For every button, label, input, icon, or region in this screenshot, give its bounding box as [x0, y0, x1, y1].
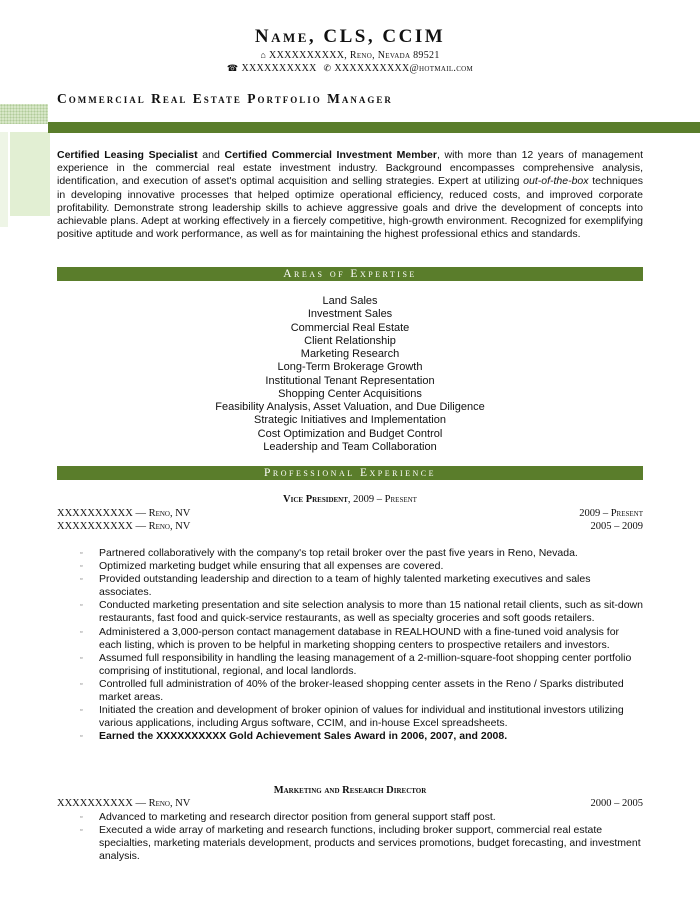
- bullet-marker-icon: ▫: [80, 576, 83, 584]
- list-item: ▫ Advanced to marketing and research director position from general support staff post.: [80, 811, 496, 823]
- summary-credential-2: Certified Commercial Investment Member: [224, 149, 437, 161]
- bullet-marker-icon: ▫: [80, 550, 83, 557]
- employer-name: XXXXXXXXXX — Reno, NV: [57, 521, 191, 532]
- expertise-item: Cost Optimization and Budget Control: [257, 427, 443, 440]
- employer-row: [57, 521, 643, 534]
- expertise-item: Leadership and Team Collaboration: [263, 440, 437, 453]
- list-item: ▫ Initiated the creation and development of broker opinion of values for individual and institutional investors utilizing various applications, including Argus software, CCIM, and in-house Excel spreadsheets.: [80, 704, 624, 730]
- employment-period: 2005 – 2009: [590, 521, 643, 532]
- list-item: ▫ Provided outstanding leadership and direction to a team of highly talented marketing executives and sales associates.: [80, 573, 591, 599]
- phone-text: XXXXXXXXXX: [241, 63, 317, 74]
- email-text[interactable]: XXXXXXXXXX@hotmail.com: [334, 63, 474, 74]
- expertise-item: Land Sales: [322, 295, 378, 307]
- summary-credential-1: Certified Leasing Specialist: [57, 149, 198, 161]
- list-item: ▫ Controlled full administration of 40% of the broker-leased shopping center assets in the Reno / Sparks distributed market areas.: [80, 677, 624, 704]
- bullet-marker-icon: ▫: [80, 680, 83, 688]
- job-title-1-name: Vice President: [283, 494, 348, 505]
- decorative-block-lower: [10, 132, 50, 216]
- address-text: XXXXXXXXXX, Reno, Nevada 89521: [269, 50, 440, 61]
- employer-name: XXXXXXXXXX — Reno, NV: [57, 798, 191, 809]
- expertise-item: Client Relationship: [304, 334, 396, 347]
- bullet-marker-icon: ▫: [80, 733, 83, 741]
- address-line: [0, 50, 700, 61]
- list-item: ▫ Executed a wide array of marketing and research functions, including broker support, commercial real estate specialties, marketing materials development, products and services promotions, budget forecasting, and investment analysis.: [80, 824, 641, 863]
- mobile-icon: ✆: [323, 63, 332, 73]
- job-title-2-name: Marketing and Research Director: [273, 785, 427, 796]
- role-title: Commercial Real Estate Portfolio Manager: [57, 91, 393, 106]
- bullet-marker-icon: ▫: [80, 814, 83, 821]
- list-item: ▫ Conducted marketing presentation and site selection analysis to more than 15 national retail clients, such as sit-down restaurants, fast food and quick-service restaurants, as well as specialty groceries and soft goods retailers.: [80, 599, 643, 625]
- resume-name: Name, CLS, CCIM: [254, 26, 446, 47]
- employer-name: XXXXXXXXXX — Reno, NV: [57, 508, 191, 519]
- summary-text-2: techniques in developing innovative processes that helped optimize operational efficiency, reduced costs, and improved corporate profitability. Demonstrate strong leadership skills to achieve aggressive goals and drive the development of concepts into achievable plans. Adept at working effectively in a fiercely competitive, high-growth environment. Recognized for exemplifying positive aptitude and work performance, as well as for maintaining the highest professional ethics and standards.: [57, 175, 643, 241]
- bullet-marker-icon: ▫: [80, 827, 83, 835]
- bullet-marker-icon: ▫: [80, 707, 83, 715]
- list-item: ▫ Partnered collaboratively with the company's top retail broker over the past five years in Reno, Nevada.: [80, 547, 578, 559]
- expertise-item: Investment Sales: [307, 308, 393, 321]
- job-title-2: [0, 785, 700, 796]
- decorative-dot-pattern: [0, 104, 48, 124]
- expertise-item: Long-Term Brokerage Growth: [277, 361, 423, 374]
- list-item: ▫ Administered a 3,000-person contact management database in REALHOUND with a fine-tuned void analysis for each listing, which is proven to be helpful in marketing shopping centers to prospective retailers and investors.: [80, 625, 620, 651]
- expertise-heading: Areas of Expertise: [57, 267, 643, 281]
- employment-period: 2009 – Present: [579, 508, 643, 519]
- expertise-list: [0, 295, 700, 454]
- bullet-marker-icon: ▫: [80, 654, 83, 662]
- expertise-item: Marketing Research: [300, 348, 400, 360]
- bullet-marker-icon: ▫: [80, 628, 83, 636]
- expertise-item: Institutional Tenant Representation: [265, 374, 435, 387]
- job-title-1-dates: , 2009 – Present: [347, 494, 417, 505]
- bullet-marker-icon: ▫: [80, 602, 83, 610]
- summary-text-1: , with more than 12 years of management experience in the commercial real estate investment industry. Background encompasses comprehensive analysis, identification, and execution of asset's optimal acquisition and selling strategies. Expert at utilizing: [57, 149, 643, 188]
- summary-paragraph: [57, 149, 643, 241]
- expertise-item: Commercial Real Estate: [290, 321, 410, 334]
- expertise-item: Feasibility Analysis, Asset Valuation, and Due Diligence: [215, 401, 485, 413]
- home-icon: ⌂: [260, 50, 267, 60]
- list-item: ▫ Earned the XXXXXXXXXX Gold Achievement Sales Award in 2006, 2007, and 2008.: [80, 730, 508, 743]
- phone-icon: ☎: [226, 63, 239, 73]
- employment-period: 2000 – 2005: [590, 798, 643, 809]
- summary-italic: out-of-the-box: [523, 175, 589, 188]
- list-item: ▫ Assumed full responsibility in handling the leasing management of a 2-million-square-foot shopping center portfolio comprising of institutional, regional, and local landlords.: [80, 651, 632, 677]
- job-title-1: [0, 494, 700, 505]
- decorative-stripe: [0, 132, 8, 227]
- employer-row: [57, 798, 643, 811]
- phone-email-line: [0, 63, 700, 74]
- job2-bullet-list: [80, 811, 643, 863]
- bullet-marker-icon: ▫: [80, 563, 83, 571]
- header-divider-bar: [48, 122, 700, 133]
- job1-bullet-list: [80, 547, 643, 743]
- summary-and: and: [197, 149, 225, 161]
- expertise-item: Shopping Center Acquisitions: [278, 387, 422, 400]
- experience-heading: Professional Experience: [57, 466, 643, 480]
- expertise-item: Strategic Initiatives and Implementation: [254, 414, 446, 427]
- employer-row: [57, 508, 643, 521]
- list-item: ▫ Optimized marketing budget while ensuring that all expenses are covered.: [80, 560, 444, 573]
